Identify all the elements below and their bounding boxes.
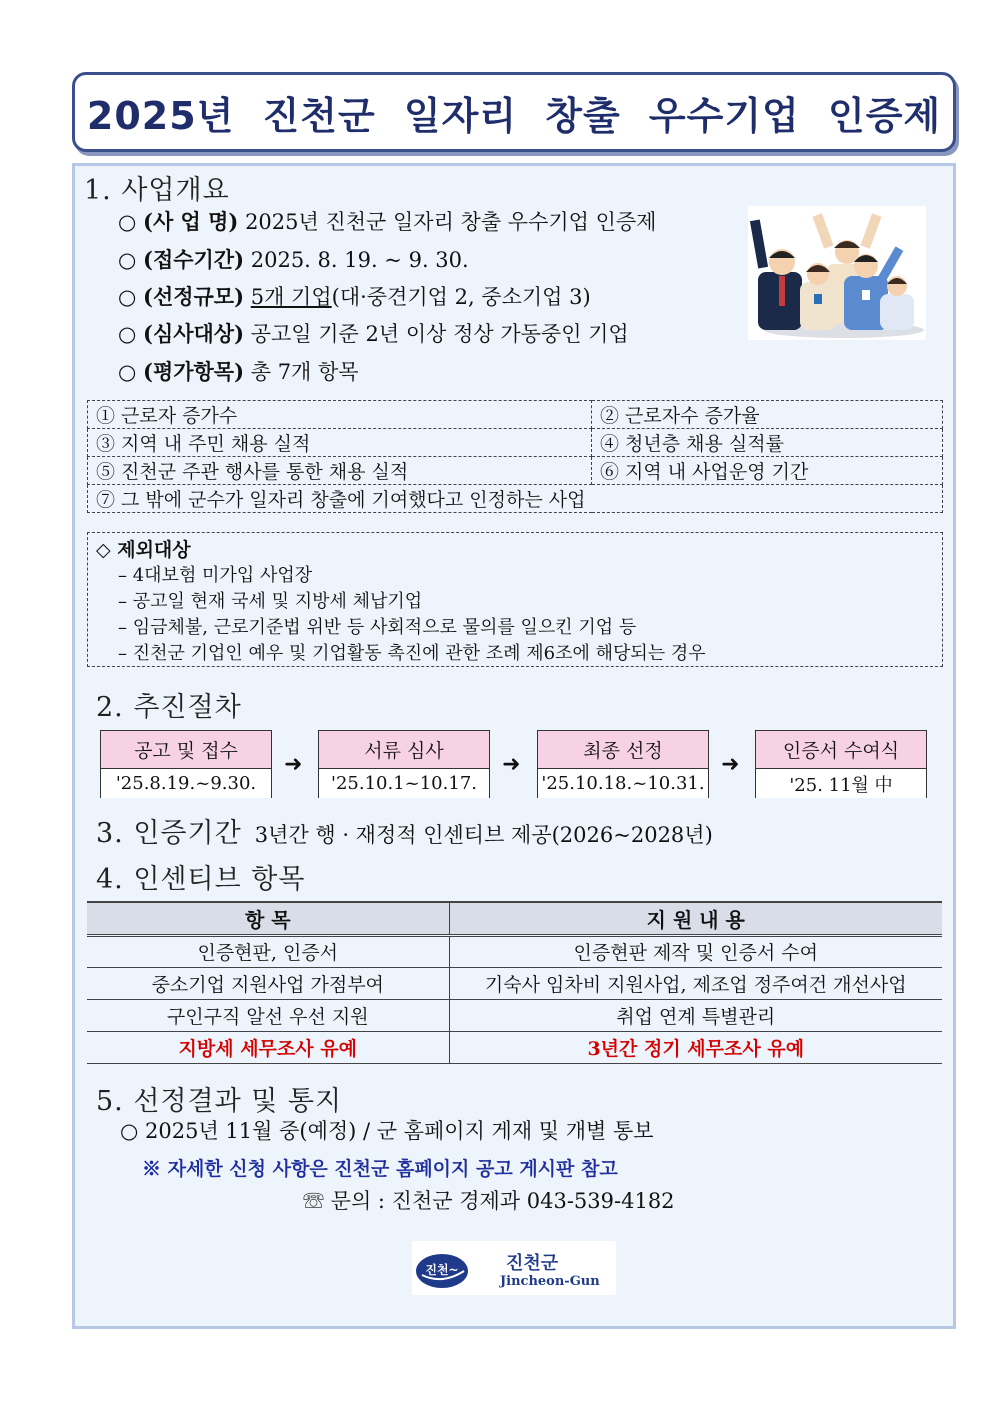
exclusion-item: – 진천군 기업인 예우 및 기업활동 촉진에 관한 조례 제6조에 해당되는 경우 <box>118 643 706 664</box>
incentive-table <box>87 901 942 1064</box>
arrow-right-icon: ➜ <box>721 752 740 777</box>
incentive-item: 중소기업 지원사업 가점부여 <box>87 967 449 999</box>
logo-english-name: Jincheon-Gun <box>500 1274 600 1289</box>
incentive-item: 인증현판, 인증서 <box>87 935 449 967</box>
cheering-people-illustration <box>748 206 926 340</box>
table-row <box>87 1031 942 1063</box>
overview-item-scale: ○ (선정규모) 5개 기업(대·중견기업 2, 중소기업 3) <box>118 284 591 309</box>
process-step-announce <box>100 730 272 798</box>
incentive-header-item: 항 목 <box>87 902 449 935</box>
overview-item-target: ○ (심사대상) 공고일 기준 2년 이상 정상 가동중인 기업 <box>118 321 629 346</box>
contact-info: ☏ 문의 : 진천군 경제과 043-539-4182 <box>303 1189 675 1213</box>
exclusion-item: – 공고일 현재 국세 및 지방세 체납기업 <box>118 591 423 612</box>
exclusion-title: ◇ 제외대상 <box>96 539 191 561</box>
reference-note: ※ 자세한 신청 사항은 진천군 홈페이지 공고 게시판 참고 <box>142 1158 618 1180</box>
section5-heading: 5. 선정결과 및 통지 <box>96 1086 343 1117</box>
table-row <box>87 935 942 967</box>
evaluation-items-table <box>87 400 943 513</box>
incentive-content: 인증현판 제작 및 인증서 수여 <box>449 935 942 967</box>
eval-item: ④ 청년층 채용 실적률 <box>592 429 943 457</box>
overview-item-name: ○ (사 업 명) 2025년 진천군 일자리 창출 우수기업 인증제 <box>118 209 657 234</box>
incentive-content: 기숙사 임차비 지원사업, 제조업 정주여건 개선사업 <box>449 967 942 999</box>
section2-heading: 2. 추진절차 <box>96 692 242 723</box>
eval-item: ⑦ 그 밖에 군수가 일자리 창출에 기여했다고 인정하는 사업 <box>88 485 943 513</box>
eval-item: ⑥ 지역 내 사업운영 기간 <box>592 457 943 485</box>
exclusion-box <box>87 532 943 667</box>
overview-item-criteria: ○ (평가항목) 총 7개 항목 <box>118 359 359 384</box>
page-title: 2025년 진천군 일자리 창출 우수기업 인증제 <box>86 93 942 138</box>
incentive-content-highlight: 3년간 정기 세무조사 유예 <box>449 1031 942 1063</box>
title-box <box>72 72 956 152</box>
process-step-ceremony <box>755 730 927 798</box>
eval-item: ① 근로자 증가수 <box>88 401 592 429</box>
table-row <box>87 967 942 999</box>
process-step-name: 서류 심사 <box>319 731 489 769</box>
arrow-right-icon: ➜ <box>502 752 521 777</box>
jincheon-emblem-icon <box>412 1241 616 1295</box>
process-step-name: 공고 및 접수 <box>101 731 271 769</box>
process-step-name: 인증서 수여식 <box>756 731 926 769</box>
eval-item: ③ 지역 내 주민 채용 실적 <box>88 429 592 457</box>
logo-korean-name: 진천군 <box>506 1253 559 1274</box>
process-step-date: '25. 11월 中 <box>756 769 926 798</box>
process-step-review <box>318 730 490 798</box>
eval-item: ② 근로자수 증가율 <box>592 401 943 429</box>
section4-heading: 4. 인센티브 항목 <box>96 864 306 895</box>
process-step-date: '25.8.19.~9.30. <box>101 769 271 798</box>
arrow-right-icon: ➜ <box>284 752 303 777</box>
process-step-selection <box>537 730 709 798</box>
section3-row <box>96 811 713 850</box>
process-step-date: '25.10.18.~10.31. <box>538 769 708 798</box>
process-step-name: 최종 선정 <box>538 731 708 769</box>
certification-period-text: 3년간 행 · 재정적 인센티브 제공(2026~2028년) <box>254 823 713 847</box>
incentive-content: 취업 연계 특별관리 <box>449 999 942 1031</box>
section3-heading: 3. 인증기간 <box>96 818 242 849</box>
process-step-date: '25.10.1~10.17. <box>319 769 489 798</box>
table-row <box>87 999 942 1031</box>
overview-item-period: ○ (접수기간) 2025. 8. 19. ~ 9. 30. <box>118 247 469 272</box>
incentive-item: 구인구직 알선 우선 지원 <box>87 999 449 1031</box>
incentive-header-content: 지 원 내 용 <box>449 902 942 935</box>
eval-item: ⑤ 진천군 주관 행사를 통한 채용 실적 <box>88 457 592 485</box>
jincheon-logo <box>412 1241 616 1295</box>
incentive-item-highlight: 지방세 세무조사 유예 <box>87 1031 449 1063</box>
exclusion-item: – 4대보험 미가입 사업장 <box>118 565 313 586</box>
logo-mark-text: 진천~ <box>425 1263 459 1277</box>
exclusion-item: – 임금체불, 근로기준법 위반 등 사회적으로 물의를 일으킨 기업 등 <box>118 617 637 638</box>
section1-heading: 1. 사업개요 <box>84 175 230 206</box>
result-notice-text: ○ 2025년 11월 중(예정) / 군 홈페이지 게재 및 개별 통보 <box>120 1119 654 1143</box>
